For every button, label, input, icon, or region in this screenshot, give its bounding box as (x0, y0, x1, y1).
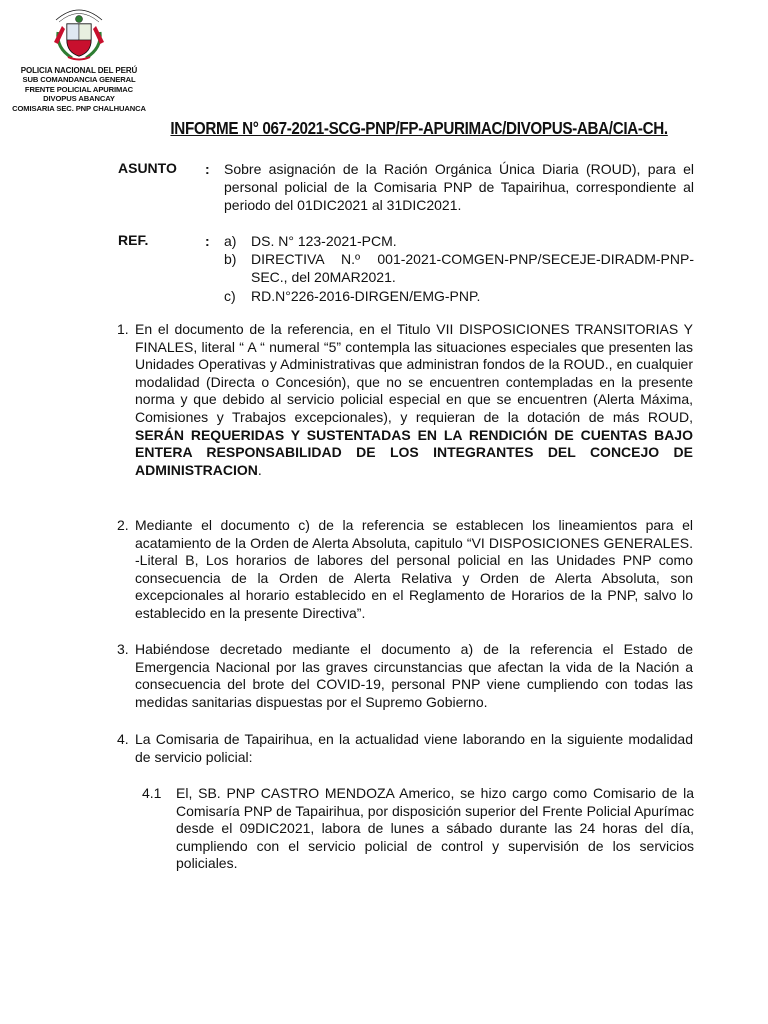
paragraph-number: 4. (117, 731, 129, 747)
reference-list (224, 232, 694, 305)
paragraph-number: 2. (117, 517, 129, 533)
asunto-colon: : (205, 161, 210, 177)
ref-colon: : (205, 233, 210, 249)
paragraph-number: 3. (117, 641, 129, 657)
letterhead (0, 2, 158, 113)
reference-item (224, 232, 694, 250)
paragraph-4 (117, 731, 693, 766)
paragraph-number: 1. (117, 321, 129, 337)
reference-item (224, 250, 694, 286)
asunto-text: Sobre asignación de la Ración Orgánica Única Diaria (ROUD), para el personal policial de la Comisaria PNP de Tapairihua, correspondiente al periodo del 01DIC2021 al 31DIC2021. (224, 161, 694, 214)
sub-paragraph-text: El, SB. PNP CASTRO MENDOZA Americo, se hizo cargo como Comisario de la Comisaría PNP de Tapairihua, por disposición superior del Frente Policial Apurímac desde el 09DIC2021, labora de lunes a sábado durante las 24 horas del día, cumpliendo con el servicio policial de control y supervisión de los servicios policiales. (176, 785, 694, 872)
sub-paragraph-number: 4.1 (142, 785, 162, 801)
document-title: INFORME N° 067-2021-SCG-PNP/FP-APURIMAC/DIVOPUS-ABA/CIA-CH. (170, 118, 668, 138)
paragraph-1 (117, 321, 693, 479)
paragraph-tail: . (257, 461, 262, 478)
reference-item (224, 287, 694, 305)
header-line-frente: FRENTE POLICIAL APURIMAC (24, 84, 134, 94)
paragraph-body (135, 321, 693, 479)
reference-letter: b) (224, 251, 237, 268)
paragraph-3 (117, 641, 693, 711)
paragraph-text: Mediante el documento c) de la referencia se establecen los lineamientos para el acatamiento de la Orden de Alerta Absoluta, capitulo “VI DISPOSICIONES GENERALES. -Literal B, Los horarios de labores del personal policial en las Unidades PNP como consecuencia de la Orden de Alerta Relativa y Orden de Alerta Absoluta, son excepcionales al horario establecido en el Reglamento de Horarios de la PNP, salvo lo establecido en la presente Directiva”. (135, 517, 693, 621)
paragraph-2 (117, 517, 693, 623)
ref-label: REF. (118, 232, 149, 248)
header-line-pnp: POLICIA NACIONAL DEL PERÚ (20, 66, 138, 75)
national-coat-of-arms-icon (48, 2, 110, 64)
reference-text: DIRECTIVA N.º 001-2021-COMGEN-PNP/SECEJE-DIRADM-PNP-SEC., del 20MAR2021. (251, 251, 694, 286)
paragraph-text: La Comisaria de Tapairihua, en la actualidad viene laborando en la siguiente modalidad de servicio policial: (135, 731, 693, 765)
reference-text: RD.N°226-2016-DIRGEN/EMG-PNP. (251, 287, 481, 304)
header-line-comisaria: COMISARIA SEC. PNP CHALHUANCA (12, 103, 146, 113)
reference-letter: c) (224, 287, 236, 304)
asunto-label: ASUNTO (118, 160, 177, 176)
sub-paragraph-4-1 (142, 785, 694, 873)
paragraph-text: Habiéndose decretado mediante el documento a) de la referencia el Estado de Emergencia Nacional por las graves circunstancias que afectan la vida de la Nación a consecuencia del brote del COVID-19, personal PNP viene cumpliendo con todas las medidas sanitarias dispuestas por el Supremo Gobierno. (135, 641, 693, 710)
header-line-subcomandancia: SUB COMANDANCIA GENERAL (22, 75, 136, 85)
paragraph-emphasis: SERÁN REQUERIDAS Y SUSTENTADAS EN LA RENDICIÓN DE CUENTAS BAJO ENTERA RESPONSABILIDAD DE LOS INTEGRANTES DEL CONCEJO DE ADMINISTRACION (135, 426, 693, 478)
reference-letter: a) (224, 233, 237, 249)
reference-text: DS. N° 123-2021-PCM. (251, 233, 397, 249)
header-line-divopus: DIVOPUS ABANCAY (43, 94, 115, 104)
paragraph-text: En el documento de la referencia, en el Titulo VII DISPOSICIONES TRANSITORIAS Y FINALES, literal “ A “ numeral “5” contempla las situaciones especiales que presenten las Unidades Operativas y Administrativas que administran fondos de la ROUD., en cualquier modalidad (Directa o Concesión), que no se encuentren contempladas en la presente norma y que debido al servicio policial especial en que se encuentren (Alerta Máxima, Comisiones y Trabajos excepcionales), y requieran de la dotación de más ROUD, (135, 321, 693, 425)
